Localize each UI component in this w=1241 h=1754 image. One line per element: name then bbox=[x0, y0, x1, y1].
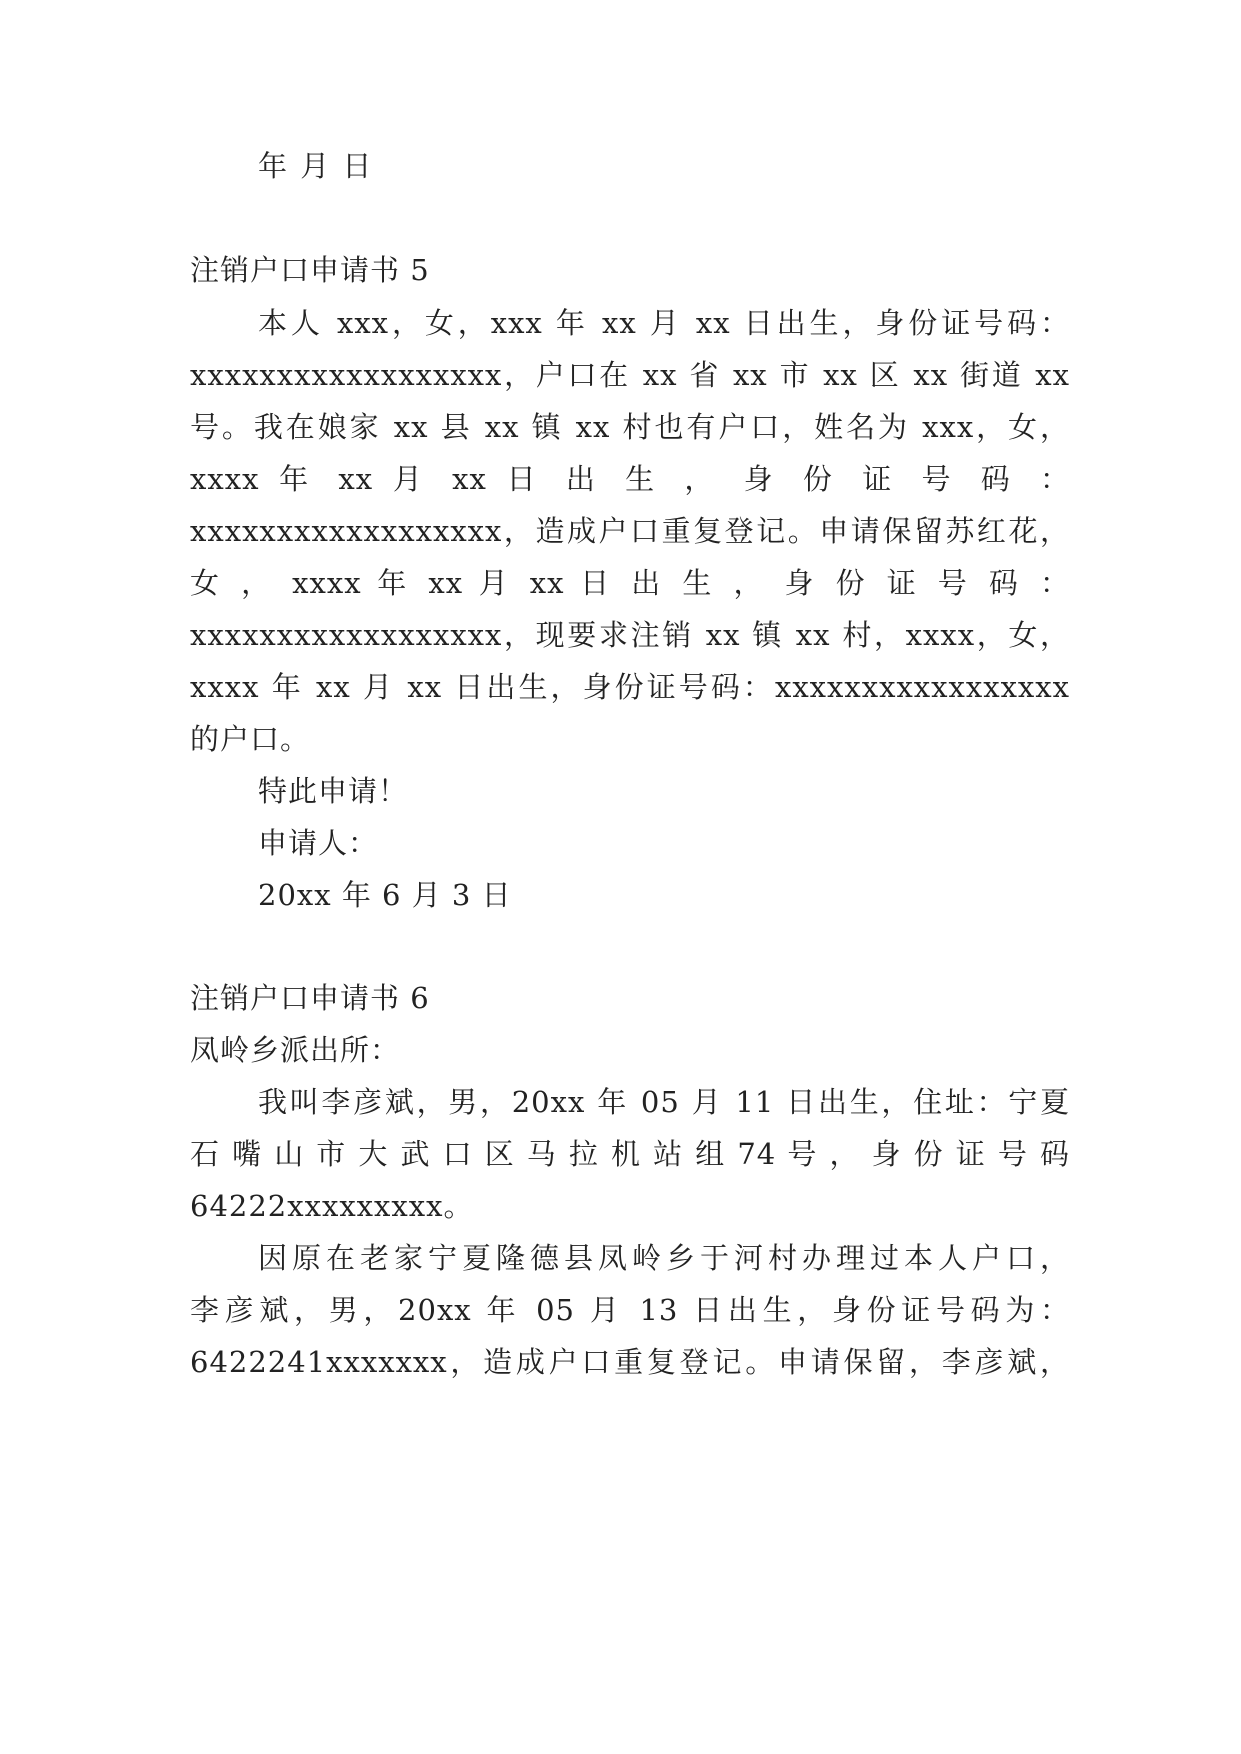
section-6-addressee: 凤岭乡派出所： bbox=[190, 1033, 401, 1067]
section-5-line-8: xxxx 年 xx 月 xx 日出生，身份证号码：xxxxxxxxxxxxxxxxx bbox=[190, 670, 1070, 704]
section-5-line-4: xxxx 年 xx 月 xx 日 出 生 ， 身 份 证 号 码 ： bbox=[190, 462, 1070, 496]
section-6-title: 注销户口申请书 6 bbox=[190, 981, 430, 1015]
section-6-line-1: 我叫李彦斌，男，20xx 年 05 月 11 日出生，住址：宁夏 bbox=[258, 1085, 1070, 1119]
section-5-date: 20xx 年 6 月 3 日 bbox=[258, 878, 512, 912]
section-5-applicant: 申请人： bbox=[258, 826, 379, 860]
section-5-line-7: xxxxxxxxxxxxxxxxxx，现要求注销 xx 镇 xx 村，xxxx，女， bbox=[190, 618, 1070, 652]
section-5-title: 注销户口申请书 5 bbox=[190, 253, 430, 287]
section-6-line-5: 李彦斌，男，20xx 年 05 月 13 日出生，身份证号码为： bbox=[190, 1293, 1070, 1327]
section-6-line-2: 石 嘴 山 市 大 武 口 区 马 拉 机 站 组 74 号 ， 身 份 证 号 码 bbox=[190, 1137, 1070, 1171]
section-6-line-3: 64222xxxxxxxxx。 bbox=[190, 1189, 474, 1223]
section-5-closing: 特此申请！ bbox=[258, 774, 409, 808]
section-6-line-6: 6422241xxxxxxx，造成户口重复登记。申请保留，李彦斌， bbox=[190, 1345, 1070, 1379]
section-5-line-1: 本人 xxx，女，xxx 年 xx 月 xx 日出生，身份证号码： bbox=[258, 306, 1070, 340]
section-5-line-5: xxxxxxxxxxxxxxxxxx，造成户口重复登记。申请保留苏红花， bbox=[190, 514, 1070, 548]
date-placeholder: 年 月 日 bbox=[258, 149, 374, 183]
section-5-line-6: 女 ， xxxx 年 xx 月 xx 日 出 生 ， 身 份 证 号 码 ： bbox=[190, 566, 1070, 600]
section-5-line-9: 的户口。 bbox=[190, 722, 311, 756]
section-6-line-4: 因原在老家宁夏隆德县凤岭乡于河村办理过本人户口， bbox=[258, 1241, 1070, 1275]
section-5-line-2: xxxxxxxxxxxxxxxxxx，户口在 xx 省 xx 市 xx 区 xx 街道 xx bbox=[190, 358, 1070, 392]
section-5-line-3: 号。我在娘家 xx 县 xx 镇 xx 村也有户口，姓名为 xxx，女， bbox=[190, 410, 1070, 444]
